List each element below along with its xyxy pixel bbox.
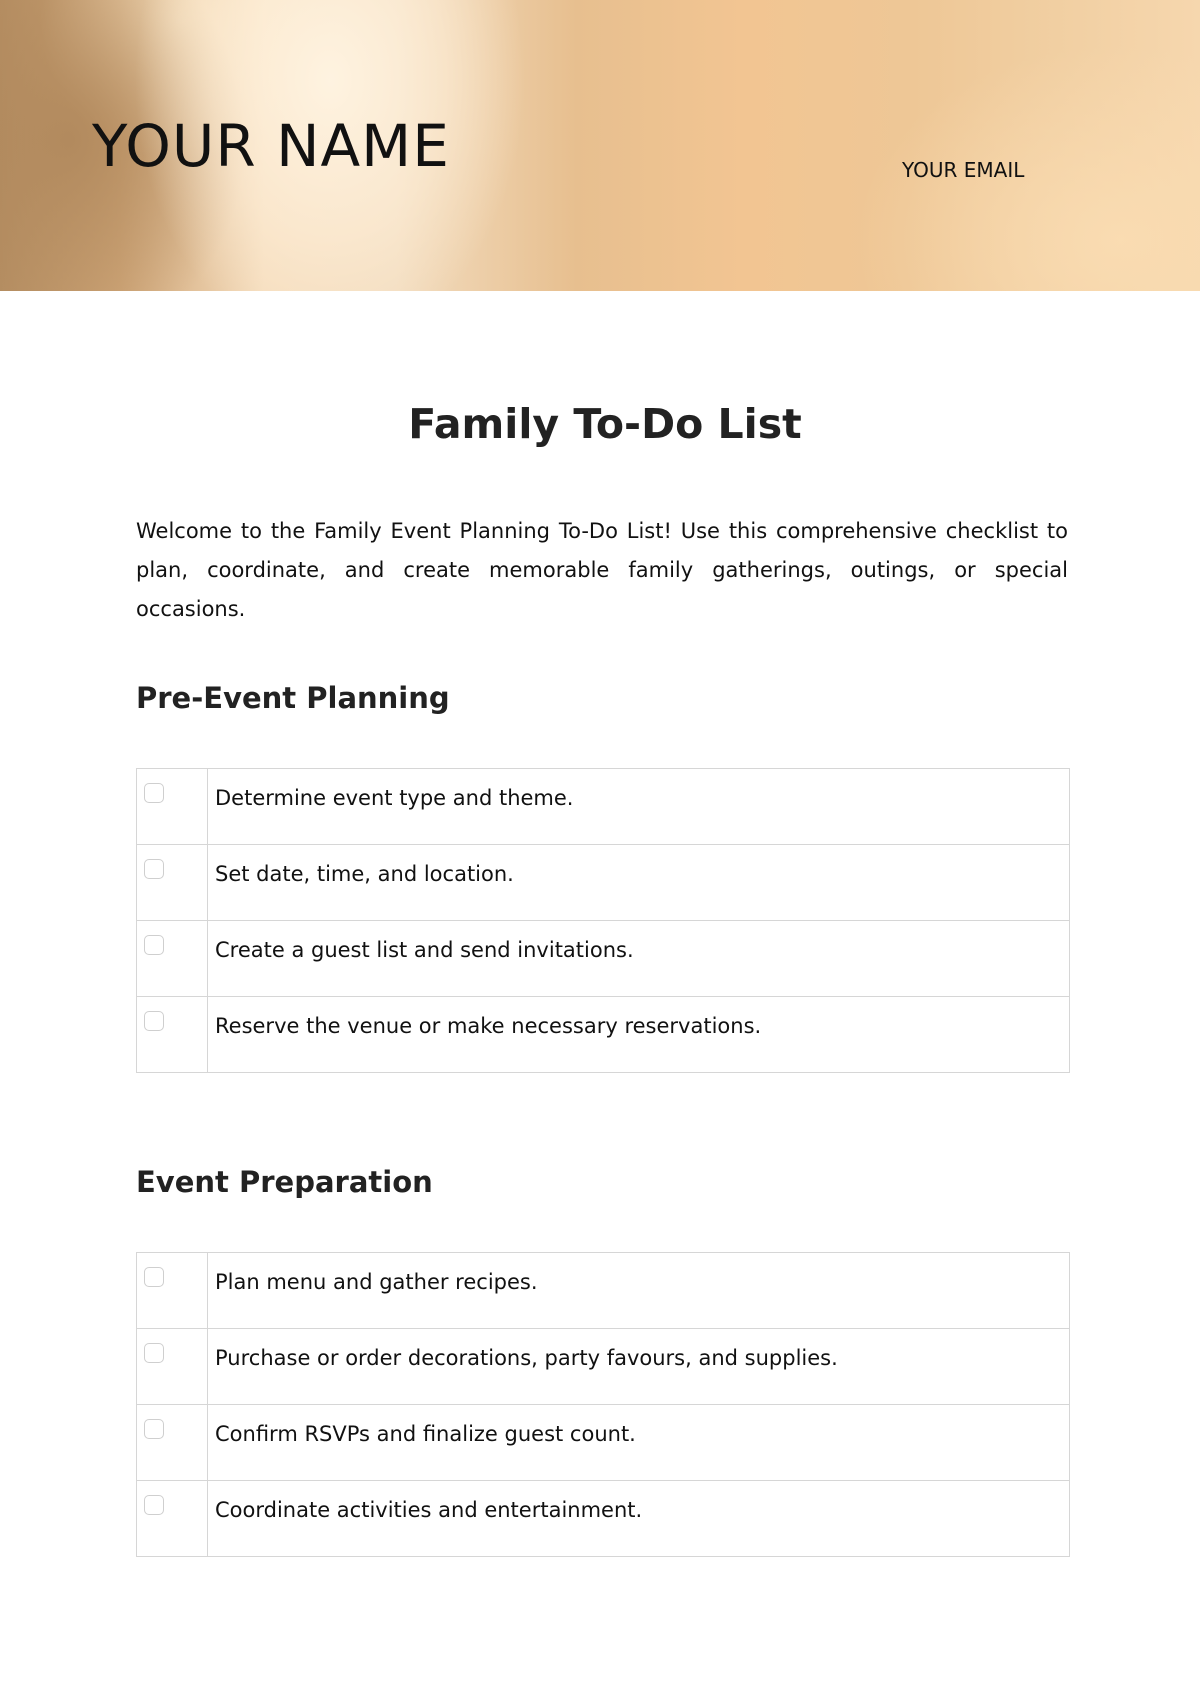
task-text: Determine event type and theme. (208, 769, 1070, 845)
header-banner (0, 0, 1200, 291)
task-text: Purchase or order decorations, party favours, and supplies. (208, 1329, 1070, 1405)
checkbox[interactable] (144, 1419, 164, 1439)
checkbox-cell (137, 1481, 208, 1557)
checkbox[interactable] (144, 1267, 164, 1287)
page-title: Family To-Do List (408, 400, 802, 448)
checkbox-cell (137, 997, 208, 1073)
table-row (137, 1329, 1070, 1405)
checkbox[interactable] (144, 1343, 164, 1363)
checkbox-cell (137, 1405, 208, 1481)
checkbox-cell (137, 1253, 208, 1329)
event-preparation-checklist (136, 1252, 1070, 1557)
table-row (137, 1481, 1070, 1557)
checkbox[interactable] (144, 859, 164, 879)
checkbox[interactable] (144, 783, 164, 803)
task-text: Confirm RSVPs and finalize guest count. (208, 1405, 1070, 1481)
checkbox-cell (137, 769, 208, 845)
table-row (137, 997, 1070, 1073)
task-text: Reserve the venue or make necessary reservations. (208, 997, 1070, 1073)
pre-event-planning-checklist (136, 768, 1070, 1073)
table-row (137, 1405, 1070, 1481)
intro-paragraph: Welcome to the Family Event Planning To-Do List! Use this comprehensive checklist to plan, coordinate, and create memorable family gatherings, outings, or special occasions. (136, 519, 1068, 621)
section-heading-event-preparation: Event Preparation (136, 1165, 433, 1199)
task-text: Set date, time, and location. (208, 845, 1070, 921)
table-row (137, 769, 1070, 845)
checkbox[interactable] (144, 1011, 164, 1031)
checkbox-cell (137, 1329, 208, 1405)
checkbox[interactable] (144, 935, 164, 955)
task-text: Create a guest list and send invitations. (208, 921, 1070, 997)
table-row (137, 1253, 1070, 1329)
task-text: Plan menu and gather recipes. (208, 1253, 1070, 1329)
section-heading-pre-event-planning: Pre-Event Planning (136, 681, 450, 715)
name-placeholder: YOUR NAME (92, 112, 450, 180)
checkbox-cell (137, 845, 208, 921)
table-row (137, 921, 1070, 997)
task-text: Coordinate activities and entertainment. (208, 1481, 1070, 1557)
email-placeholder: YOUR EMAIL (902, 158, 1025, 182)
checkbox-cell (137, 921, 208, 997)
table-row (137, 845, 1070, 921)
checkbox[interactable] (144, 1495, 164, 1515)
